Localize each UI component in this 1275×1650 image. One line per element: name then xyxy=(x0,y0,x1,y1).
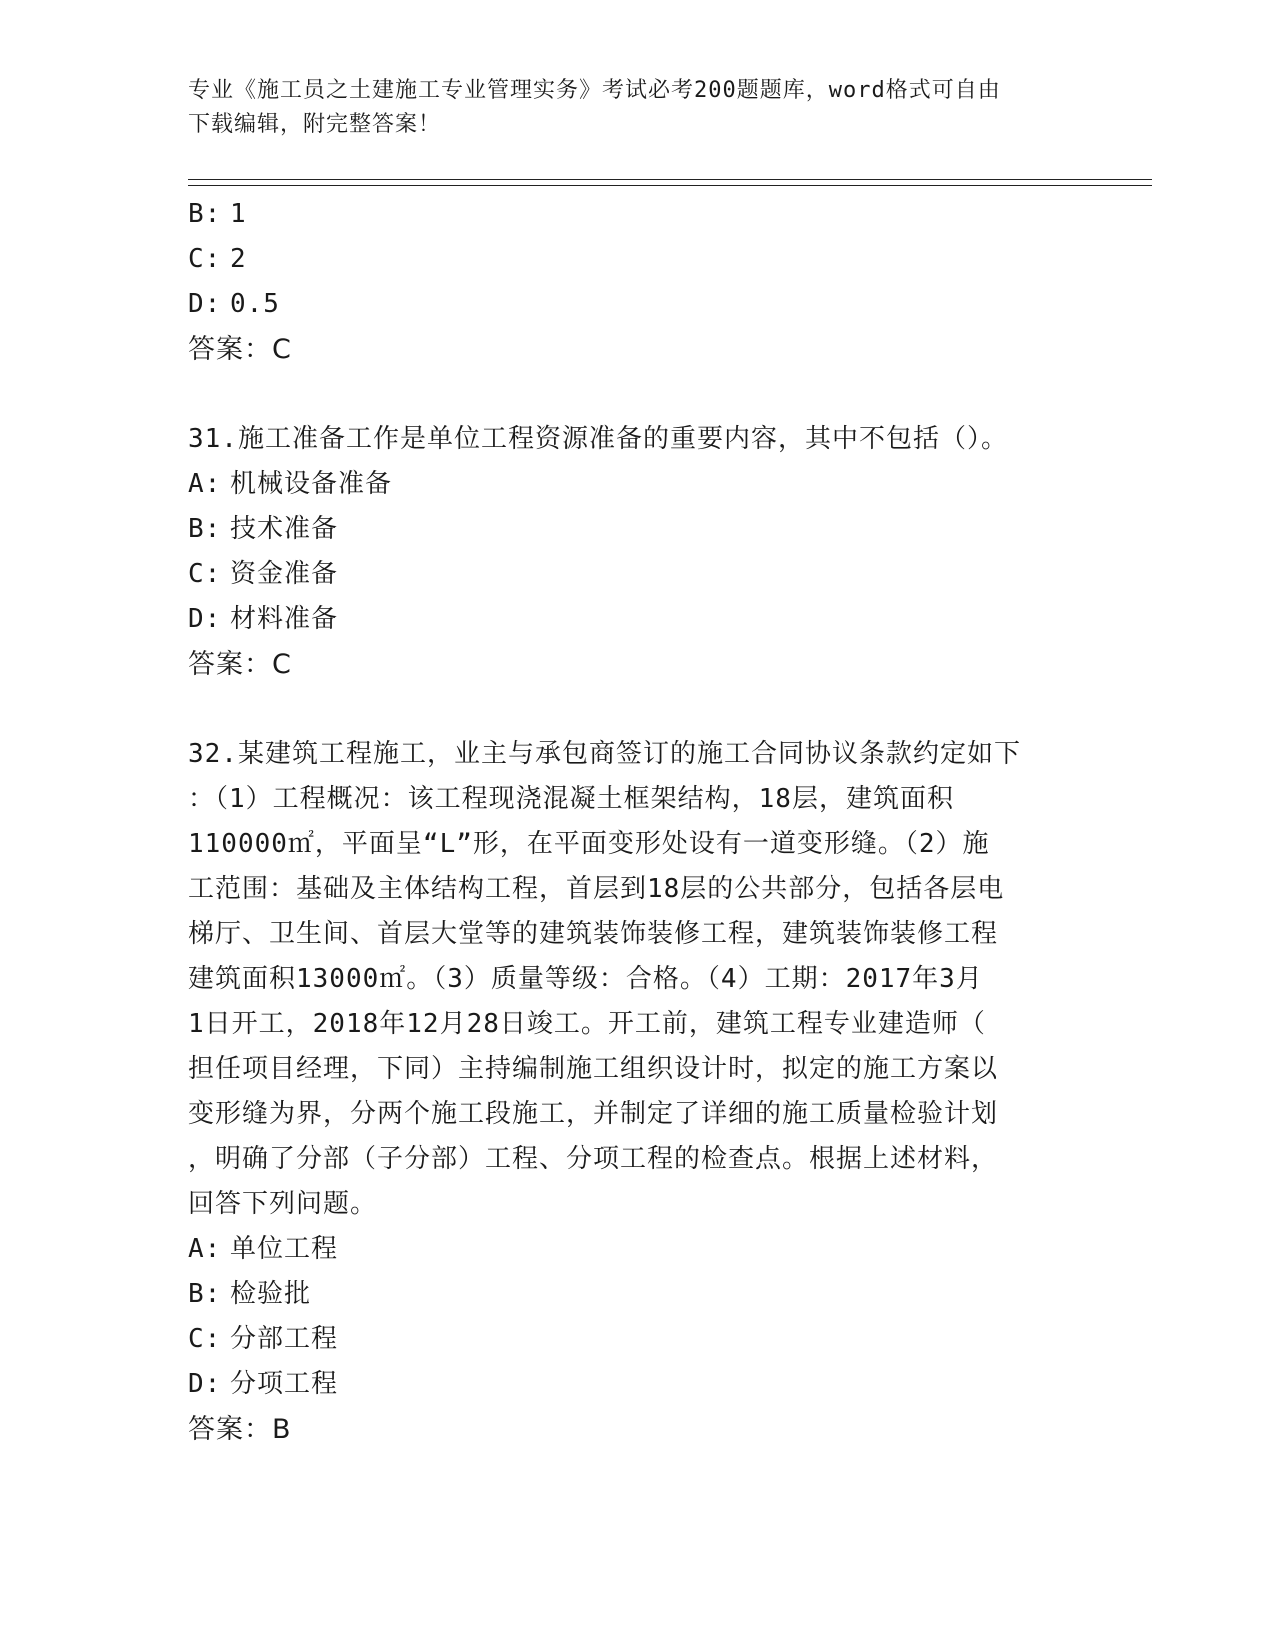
answer-label: 答案： xyxy=(188,334,272,365)
answer-label: 答案： xyxy=(188,1414,272,1445)
question-32 xyxy=(188,732,1088,1452)
option-key: C: xyxy=(188,559,222,589)
answer-line xyxy=(188,642,1088,687)
spacer xyxy=(188,372,1088,417)
option-d xyxy=(188,1362,1088,1407)
option-text: 0.5 xyxy=(230,289,280,319)
question-stem-line: 1日开工，2018年12月28日竣工。开工前，建筑工程专业建造师（ xyxy=(188,1009,986,1039)
question-stem-line: 工范围：基础及主体结构工程，首层到18层的公共部分，包括各层电 xyxy=(188,874,1005,904)
question-stem-line: 建筑面积13000㎡。（3）质量等级：合格。（4）工期：2017年3月 xyxy=(188,964,983,994)
spacer xyxy=(188,687,1088,732)
option-text: 1 xyxy=(230,199,247,229)
option-b xyxy=(188,192,1088,237)
header-title-line-1: 专业《施工员之土建施工专业管理实务》考试必考200题题库，word格式可自由 xyxy=(188,78,1001,103)
answer-value: C xyxy=(272,649,292,680)
question-stem-line: 变形缝为界，分两个施工段施工，并制定了详细的施工质量检验计划 xyxy=(188,1099,999,1129)
question-stem-line: 回答下列问题。 xyxy=(188,1189,378,1219)
answer-line xyxy=(188,1407,1088,1452)
option-text: 技术准备 xyxy=(230,514,339,544)
option-key: D: xyxy=(188,289,222,319)
option-text: 单位工程 xyxy=(230,1234,339,1264)
question-prev xyxy=(188,192,1088,372)
option-key: B: xyxy=(188,514,222,544)
option-b xyxy=(188,507,1088,552)
option-text: 2 xyxy=(230,244,247,274)
option-b xyxy=(188,1272,1088,1317)
option-key: D: xyxy=(188,1369,222,1399)
option-text: 分部工程 xyxy=(230,1324,339,1354)
option-a xyxy=(188,462,1088,507)
option-key: C: xyxy=(188,244,222,274)
option-text: 检验批 xyxy=(230,1279,312,1309)
question-stem-line: ：（1）工程概况：该工程现浇混凝土框架结构，18层，建筑面积 xyxy=(188,784,954,814)
answer-line xyxy=(188,327,1088,372)
option-text: 材料准备 xyxy=(230,604,339,634)
question-list xyxy=(188,192,1088,1452)
question-stem-line: 担任项目经理，下同）主持编制施工组织设计时，拟定的施工方案以 xyxy=(188,1054,999,1084)
option-key: D: xyxy=(188,604,222,634)
option-d xyxy=(188,282,1088,327)
document-header xyxy=(188,74,1068,142)
answer-value: C xyxy=(272,334,292,365)
question-stem-line: 32.某建筑工程施工，业主与承包商签订的施工合同协议条款约定如下 xyxy=(188,739,1021,769)
header-divider xyxy=(188,179,1152,186)
answer-label: 答案： xyxy=(188,649,272,680)
option-key: A: xyxy=(188,469,222,499)
option-d xyxy=(188,597,1088,642)
option-text: 分项工程 xyxy=(230,1369,339,1399)
option-key: C: xyxy=(188,1324,222,1354)
question-stem-line: ，明确了分部（子分部）工程、分项工程的检查点。根据上述材料， xyxy=(188,1144,999,1174)
option-c xyxy=(188,1317,1088,1362)
question-stem-line: 梯厅、卫生间、首层大堂等的建筑装饰装修工程，建筑装饰装修工程 xyxy=(188,919,999,949)
question-stem-line: 110000㎡，平面呈“L”形，在平面变形处设有一道变形缝。（2）施 xyxy=(188,829,990,859)
option-key: A: xyxy=(188,1234,222,1264)
answer-value: B xyxy=(272,1414,292,1445)
option-text: 机械设备准备 xyxy=(230,469,393,499)
header-title-line-2: 下载编辑，附完整答案！ xyxy=(188,112,442,137)
option-c xyxy=(188,237,1088,282)
option-key: B: xyxy=(188,1279,222,1309)
option-key: B: xyxy=(188,199,222,229)
option-c xyxy=(188,552,1088,597)
option-a xyxy=(188,1227,1088,1272)
question-stem: 31.施工准备工作是单位工程资源准备的重要内容，其中不包括（）。 xyxy=(188,424,1008,454)
option-text: 资金准备 xyxy=(230,559,339,589)
question-31 xyxy=(188,417,1088,687)
